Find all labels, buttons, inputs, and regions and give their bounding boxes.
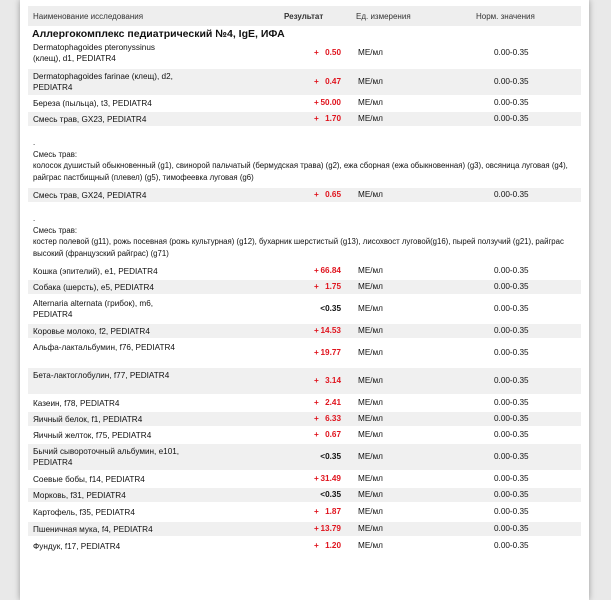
row-name: Казеин, f78, PEDIATR4: [33, 399, 120, 408]
table-row: [28, 296, 581, 322]
row-name: Кошка (эпителий), e1, PEDIATR4: [33, 267, 158, 276]
table-row: [28, 412, 581, 426]
table-header: [28, 6, 581, 26]
row-flag: +: [314, 48, 319, 57]
table-row: [28, 264, 581, 278]
row-name: Смесь трав, GX24, PEDIATR4: [33, 191, 147, 200]
row-name: Смесь трав, GX23, PEDIATR4: [33, 115, 147, 124]
row-value: 1.87: [325, 507, 341, 516]
header-result: Результат: [284, 12, 324, 21]
row-name: Яичный белок, f1, PEDIATR4: [33, 415, 143, 424]
row-unit: МЕ/мл: [358, 348, 383, 357]
row-value: 14.53: [320, 326, 341, 335]
row-unit: МЕ/мл: [358, 541, 383, 550]
row-unit: МЕ/мл: [358, 304, 383, 313]
note-dot: .: [33, 138, 36, 147]
table-row: [28, 444, 581, 470]
row-unit: МЕ/мл: [358, 77, 383, 86]
row-unit: МЕ/мл: [358, 414, 383, 423]
row-norm: 0.00-0.35: [494, 77, 529, 86]
row-name: Dermatophagoides farinae (клещ), d2, PEDIATR4: [33, 72, 173, 92]
row-name: Альфа-лактальбумин, f76, PEDIATR4: [33, 343, 175, 352]
row-value: 50.00: [320, 98, 341, 107]
row-flag: +: [314, 507, 319, 516]
row-norm: 0.00-0.35: [494, 98, 529, 107]
row-name: Alternaria alternata (грибок), m6, PEDIATR4: [33, 299, 154, 319]
table-row: [28, 112, 581, 126]
note-gx24: [33, 213, 581, 259]
header-unit: Ед. измерения: [356, 12, 411, 21]
row-unit: МЕ/мл: [358, 490, 383, 499]
row-value: 31.49: [320, 474, 341, 483]
row-value: <0.35: [320, 490, 341, 499]
row-name: Dermatophagoides pteronyssinus (клещ), d1, PEDIATR4: [33, 43, 155, 63]
row-unit: МЕ/мл: [358, 114, 383, 123]
row-flag: +: [314, 541, 319, 550]
table-row: [28, 428, 581, 442]
row-norm: 0.00-0.35: [494, 474, 529, 483]
row-unit: МЕ/мл: [358, 190, 383, 199]
row-name: Коровье молоко, f2, PEDIATR4: [33, 327, 150, 336]
table-row: [28, 539, 581, 553]
note-text: колосок душистый обыкновенный (g1), свинорой пальчатый (бермудская трава) (g2), ежа сборная (ежа обыкновенная) (g3), овсяница луговая (g4), райграс пастбищный (плевел) (g5), тимофеевка луговая (g6): [33, 161, 568, 182]
row-value: 1.75: [325, 282, 341, 291]
table-row: [28, 324, 581, 338]
note-heading: Смесь трав:: [33, 225, 78, 235]
row-name: Яичный желток, f75, PEDIATR4: [33, 431, 152, 440]
row-value: 19.77: [320, 348, 341, 357]
table-row: [28, 96, 581, 110]
row-flag: +: [314, 326, 319, 335]
row-unit: МЕ/мл: [358, 98, 383, 107]
row-value: <0.35: [320, 452, 341, 461]
table-row: [28, 280, 581, 294]
row-flag: +: [314, 266, 319, 275]
row-value: 0.47: [325, 77, 341, 86]
table-row: [28, 396, 581, 410]
row-norm: 0.00-0.35: [494, 48, 529, 57]
header-norm: Норм. значения: [476, 12, 535, 21]
row-flag: +: [314, 98, 319, 107]
row-norm: 0.00-0.35: [494, 190, 529, 199]
row-norm: 0.00-0.35: [494, 490, 529, 499]
row-value: 6.33: [325, 414, 341, 423]
table-row: [28, 188, 581, 202]
row-unit: МЕ/мл: [358, 48, 383, 57]
table-row: [28, 340, 581, 366]
row-unit: МЕ/мл: [358, 376, 383, 385]
row-norm: 0.00-0.35: [494, 326, 529, 335]
row-unit: МЕ/мл: [358, 326, 383, 335]
table-row: [28, 368, 581, 394]
table-row: [28, 40, 581, 66]
row-name: Бычий сывороточный альбумин, e101, PEDIATR4: [33, 447, 180, 467]
row-norm: 0.00-0.35: [494, 414, 529, 423]
table-row: [28, 522, 581, 536]
row-flag: +: [314, 77, 319, 86]
row-norm: 0.00-0.35: [494, 398, 529, 407]
note-dot: .: [33, 214, 36, 223]
row-norm: 0.00-0.35: [494, 376, 529, 385]
row-unit: МЕ/мл: [358, 430, 383, 439]
note-text: костер полевой (g11), рожь посевная (рожь культурная) (g12), бухарник шерстистый (g13), лисохвост луговой(g16), пырей ползучий (g21), райграс высокий (французский райграс) (g71): [33, 237, 564, 258]
row-value: 3.14: [325, 376, 341, 385]
table-row: [28, 472, 581, 486]
row-unit: МЕ/мл: [358, 474, 383, 483]
row-value: 0.50: [325, 48, 341, 57]
row-norm: 0.00-0.35: [494, 541, 529, 550]
row-name: Соевые бобы, f14, PEDIATR4: [33, 475, 145, 484]
row-value: <0.35: [320, 304, 341, 313]
row-value: 13.79: [320, 524, 341, 533]
row-name: Картофель, f35, PEDIATR4: [33, 508, 135, 517]
row-unit: МЕ/мл: [358, 507, 383, 516]
header-name: Наименование исследования: [33, 12, 144, 21]
row-norm: 0.00-0.35: [494, 114, 529, 123]
row-name: Бета-лактоглобулин, f77, PEDIATR4: [33, 371, 170, 380]
row-flag: +: [314, 524, 319, 533]
row-name: Фундук, f17, PEDIATR4: [33, 542, 121, 551]
row-norm: 0.00-0.35: [494, 282, 529, 291]
row-norm: 0.00-0.35: [494, 266, 529, 275]
row-unit: МЕ/мл: [358, 266, 383, 275]
row-value: 66.84: [320, 266, 341, 275]
note-gx23: [33, 137, 581, 183]
row-name: Пшеничная мука, f4, PEDIATR4: [33, 525, 153, 534]
row-norm: 0.00-0.35: [494, 452, 529, 461]
row-norm: 0.00-0.35: [494, 348, 529, 357]
row-unit: МЕ/мл: [358, 398, 383, 407]
row-norm: 0.00-0.35: [494, 304, 529, 313]
table-row: [28, 69, 581, 95]
row-flag: +: [314, 376, 319, 385]
row-name: Береза (пыльца), t3, PEDIATR4: [33, 99, 152, 108]
row-norm: 0.00-0.35: [494, 507, 529, 516]
row-flag: +: [314, 398, 319, 407]
row-value: 0.65: [325, 190, 341, 199]
row-name: Морковь, f31, PEDIATR4: [33, 491, 126, 500]
row-flag: +: [314, 474, 319, 483]
table-row: [28, 505, 581, 519]
row-flag: +: [314, 282, 319, 291]
row-unit: МЕ/мл: [358, 524, 383, 533]
document-page: [20, 0, 589, 600]
row-unit: МЕ/мл: [358, 282, 383, 291]
row-norm: 0.00-0.35: [494, 524, 529, 533]
row-flag: +: [314, 414, 319, 423]
row-flag: +: [314, 430, 319, 439]
row-flag: +: [314, 114, 319, 123]
row-flag: +: [314, 348, 319, 357]
row-norm: 0.00-0.35: [494, 430, 529, 439]
row-flag: +: [314, 190, 319, 199]
row-name: Собака (шерсть), e5, PEDIATR4: [33, 283, 154, 292]
row-unit: МЕ/мл: [358, 452, 383, 461]
row-value: 1.70: [325, 114, 341, 123]
row-value: 1.20: [325, 541, 341, 550]
note-heading: Смесь трав:: [33, 149, 78, 159]
table-row: [28, 488, 581, 502]
panel-title: Аллергокомплекс педиатрический №4, IgE, ИФА: [32, 28, 285, 40]
row-value: 0.67: [325, 430, 341, 439]
row-value: 2.41: [325, 398, 341, 407]
